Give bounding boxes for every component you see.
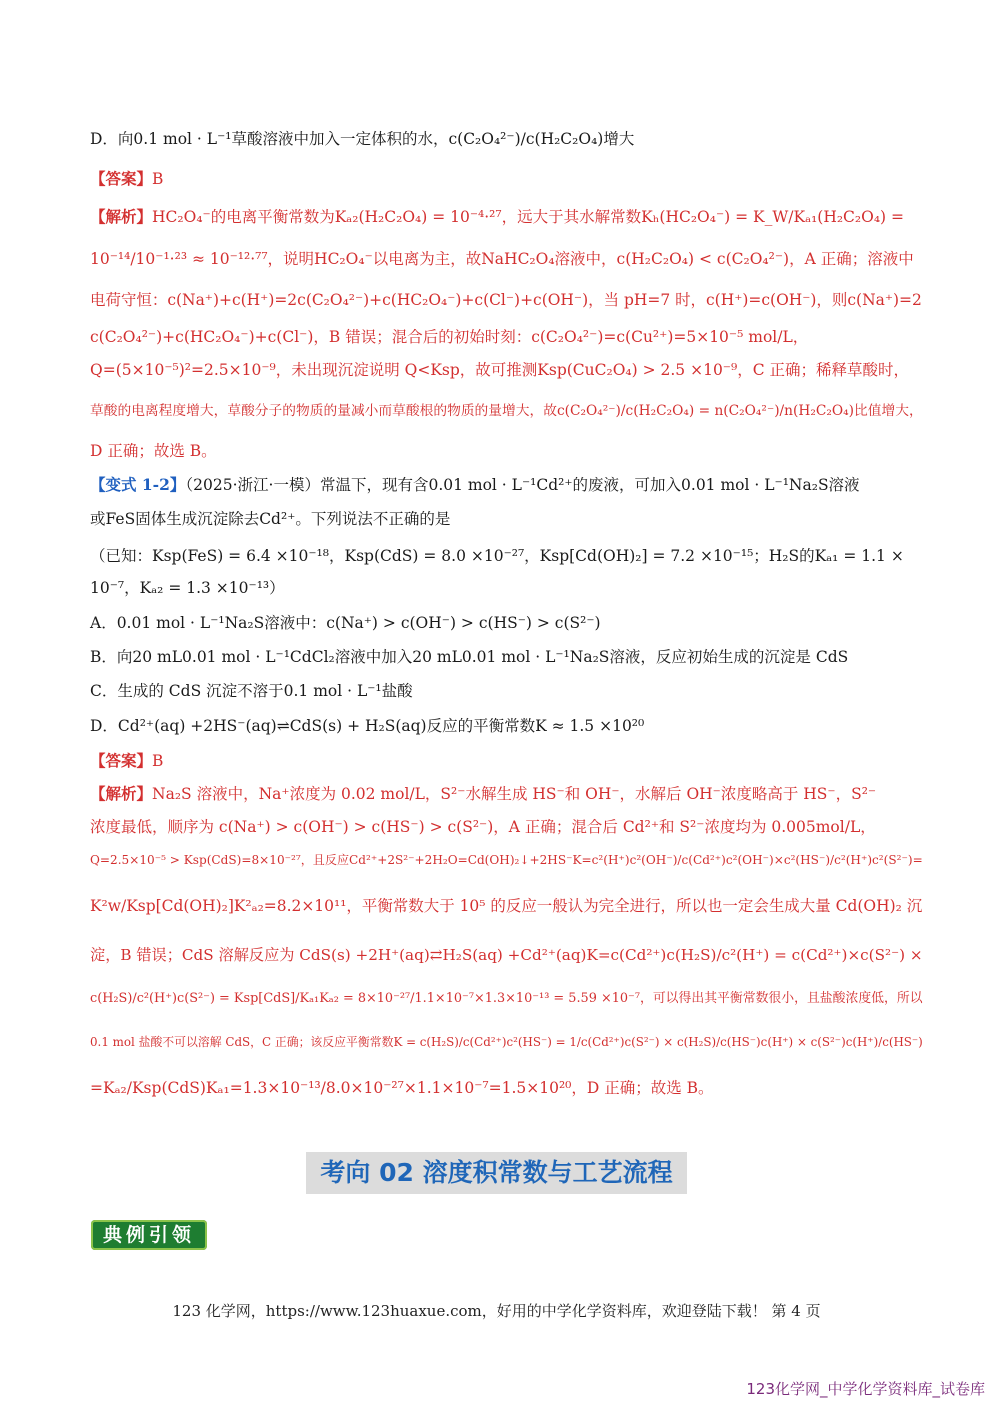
line-tag: 【解析】 (90, 784, 153, 803)
text-line (90, 895, 923, 917)
line-text: （2025·浙江·一模）常温下，现有含0.01 mol · L⁻¹Cd²⁺的废液，可加入0.01 mol · L⁻¹Na₂S溶液 (185, 476, 860, 494)
text-line (90, 849, 923, 871)
line-text: K²w/Ksp[Cd(OH)₂]K²ₐ₂=8.2×10¹¹，平衡常数大于 10⁵ 的反应一般认为完全进行，所以也一定会生成大量 Cd(OH)₂ 沉 (90, 897, 923, 915)
text-line (90, 359, 923, 381)
line-text: 电荷守恒：c(Na⁺)+c(H⁺)=2c(C₂O₄²⁻)+c(HC₂O₄⁻)+c(Cl⁻)+c(OH⁻)，当 pH=7 时，c(H⁺)=c(OH⁻)，则c(Na⁺)=2 (90, 291, 922, 309)
text-line (90, 326, 923, 348)
line-text: B (152, 170, 164, 188)
line-text: D．向0.1 mol · L⁻¹草酸溶液中加入一定体积的水，c(C₂O₄²⁻)/c(H₂C₂O₄)增大 (90, 130, 635, 148)
text-line (90, 440, 923, 462)
line-text: D 正确；故选 B。 (90, 442, 217, 460)
line-tag: 【答案】 (90, 751, 153, 770)
watermark: 123化学网_中学化学资料库_试卷库 (746, 1380, 985, 1398)
text-line (90, 988, 923, 1010)
text-line (90, 1077, 923, 1099)
text-line (90, 400, 923, 422)
text-line (90, 474, 923, 496)
text-line (90, 612, 923, 634)
text-line (90, 1031, 923, 1053)
text-line (90, 128, 923, 150)
line-text: 0.1 mol 盐酸不可以溶解 CdS，C 正确；该反应平衡常数K = c(H₂S)/c(Cd²⁺)c²(HS⁻) = 1/c(Cd²⁺)c(S²⁻) × c(H₂S)/c(HS⁻)c(H⁺) × c(S²⁻)c(H⁺)/c(HS⁻) (90, 1035, 923, 1049)
text-line (90, 545, 923, 567)
line-text: B．向20 mL0.01 mol · L⁻¹CdCl₂溶液中加入20 mL0.01 mol · L⁻¹Na₂S溶液，反应初始生成的沉淀是 CdS (90, 648, 849, 666)
line-text: 浓度最低，顺序为 c(Na⁺) > c(OH⁻) > c(HS⁻) > c(S²⁻)，A 正确；混合后 Cd²⁺和 S²⁻浓度均为 0.005mol/L， (90, 818, 876, 836)
line-text: A．0.01 mol · L⁻¹Na₂S溶液中：c(Na⁺) > c(OH⁻) > c(HS⁻) > c(S²⁻) (90, 614, 601, 632)
text-line (90, 646, 923, 668)
text-line (90, 944, 923, 966)
page-footer: 123 化学网，https://www.123huaxue.com，好用的中学化学资料库，欢迎登陆下载！ 第 4 页 (172, 1302, 821, 1320)
line-text: 10⁻⁷，Kₐ₂ = 1.3 ×10⁻¹³） (90, 579, 285, 597)
text-line (90, 248, 923, 270)
line-text: =Kₐ₂/Ksp(CdS)Kₐ₁=1.3×10⁻¹³/8.0×10⁻²⁷×1.1×10⁻⁷=1.5×10²⁰，D 正确；故选 B。 (90, 1079, 714, 1097)
text-line (90, 289, 923, 311)
text-line (90, 577, 923, 599)
line-text: C．生成的 CdS 沉淀不溶于0.1 mol · L⁻¹盐酸 (90, 682, 413, 700)
line-tag: 【解析】 (90, 207, 153, 226)
line-text: c(C₂O₄²⁻)+c(HC₂O₄⁻)+c(Cl⁻)，B 错误；混合后的初始时刻：c(C₂O₄²⁻)=c(Cu²⁺)=5×10⁻⁵ mol/L， (90, 328, 809, 346)
section-title: 考向 02 溶度积常数与工艺流程 (306, 1152, 687, 1194)
line-text: Q=(5×10⁻⁵)²=2.5×10⁻⁹，未出现沉淀说明 Q<Ksp，故可推测Ksp(CuC₂O₄) > 2.5 ×10⁻⁹，C 正确；稀释草酸时， (90, 361, 909, 379)
line-text: （已知：Ksp(FeS) = 6.4 ×10⁻¹⁸，Ksp(CdS) = 8.0 ×10⁻²⁷，Ksp[Cd(OH)₂] = 7.2 ×10⁻¹⁵；H₂S的Kₐ₁ = 1.1 × (90, 547, 904, 565)
line-text: 草酸的电离程度增大，草酸分子的物质的量减小而草酸根的物质的量增大，故c(C₂O₄²⁻)/c(H₂C₂O₄) = n(C₂O₄²⁻)/n(H₂C₂O₄)比值增大， (90, 403, 923, 419)
text-line (90, 783, 923, 805)
line-text: B (152, 752, 164, 770)
line-text: c(H₂S)/c²(H⁺)c(S²⁻) = Ksp[CdS]/Kₐ₁Kₐ₂ = 8×10⁻²⁷/1.1×10⁻⁷×1.3×10⁻¹³ = 5.59 ×10⁻⁷，可以得出其平衡常数很小，且盐酸浓度低，所以 (90, 991, 923, 1006)
line-text: 10⁻¹⁴/10⁻¹·²³ ≈ 10⁻¹²·⁷⁷，说明HC₂O₄⁻以电离为主，故NaHC₂O₄溶液中，c(H₂C₂O₄) < c(C₂O₄²⁻)，A 正确；溶液中 (90, 250, 914, 268)
line-text: Q=2.5×10⁻⁵ > Ksp(CdS)=8×10⁻²⁷，且反应Cd²⁺+2S²⁻+2H₂O=Cd(OH)₂↓+2HS⁻K=c²(H⁺)c²(OH⁻)/c(Cd²⁺)c²(OH⁻)×c²(HS⁻)/c²(H⁺)c²(S²⁻)= (90, 853, 923, 867)
line-tag: 【变式 1-2】 (90, 475, 186, 494)
text-line (90, 508, 923, 530)
line-text: Na₂S 溶液中，Na⁺浓度为 0.02 mol/L，S²⁻水解生成 HS⁻和 OH⁻，水解后 OH⁻浓度略高于 HS⁻，S²⁻ (152, 785, 877, 803)
text-line (90, 715, 923, 737)
text-line (90, 680, 923, 702)
line-text: HC₂O₄⁻的电离平衡常数为Kₐ₂(H₂C₂O₄) = 10⁻⁴·²⁷，远大于其水解常数Kₕ(HC₂O₄⁻) = K_W/Kₐ₁(H₂C₂O₄) = (152, 208, 905, 226)
text-line (90, 750, 923, 772)
example-badge: 典例引领 (91, 1220, 207, 1250)
text-line (90, 816, 923, 838)
line-text: 淀，B 错误；CdS 溶解反应为 CdS(s) +2H⁺(aq)⇄H₂S(aq) +Cd²⁺(aq)K=c(Cd²⁺)c(H₂S)/c²(H⁺) = c(Cd²⁺)×c(S²⁻) × (90, 946, 923, 964)
text-line (90, 206, 923, 228)
line-tag: 【答案】 (90, 169, 153, 188)
text-line (90, 168, 923, 190)
line-text: 或FeS固体生成沉淀除去Cd²⁺。下列说法不正确的是 (90, 510, 451, 528)
line-text: D．Cd²⁺(aq) +2HS⁻(aq)⇌CdS(s) + H₂S(aq)反应的平衡常数K ≈ 1.5 ×10²⁰ (90, 717, 645, 735)
